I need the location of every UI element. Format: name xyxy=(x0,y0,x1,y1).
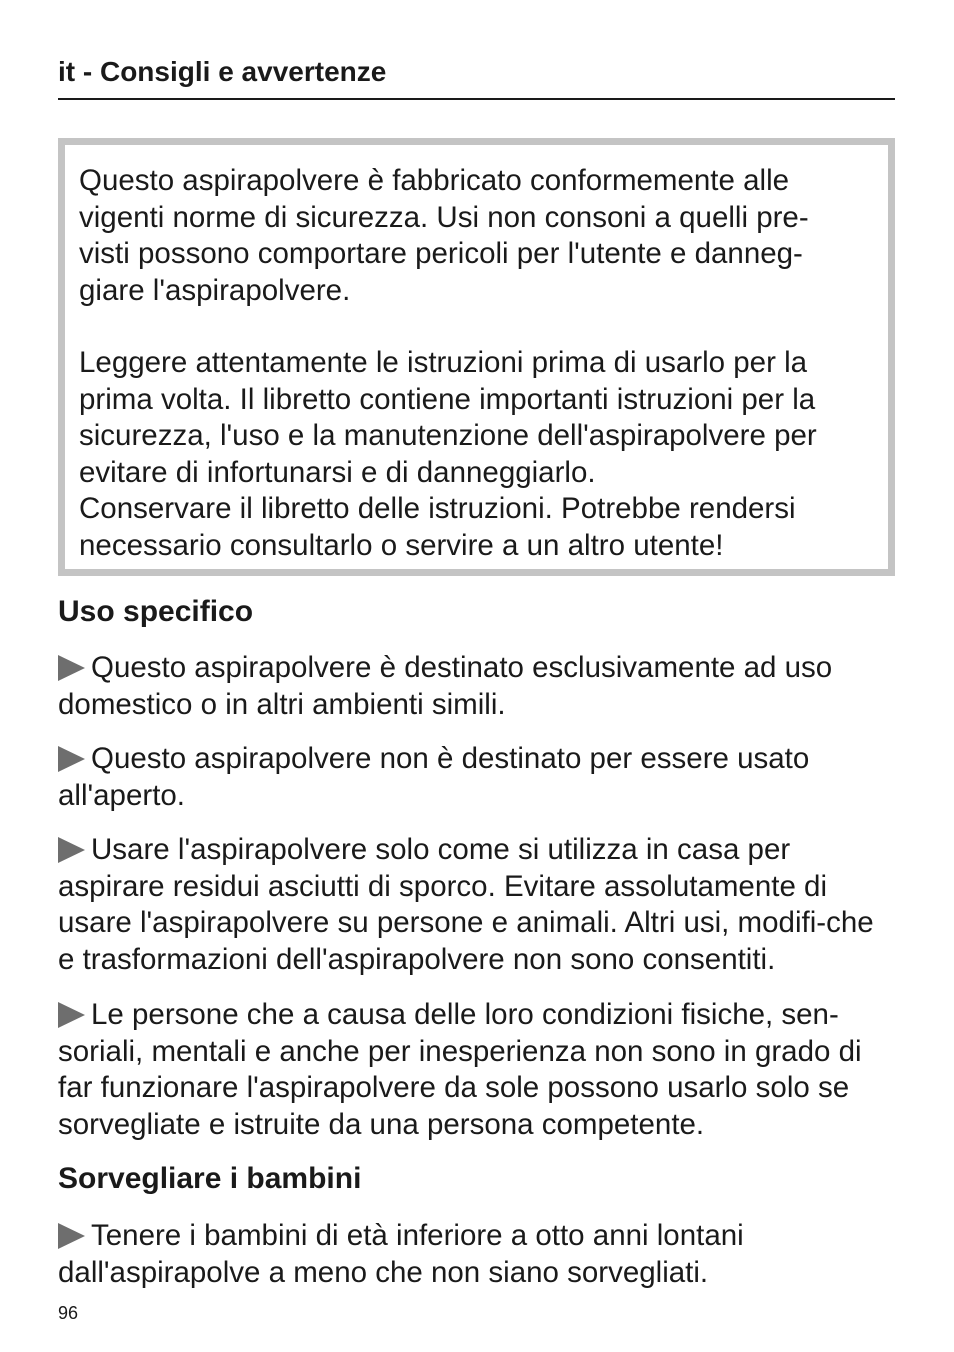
triangle-bullet-icon xyxy=(58,655,85,681)
bullet-item xyxy=(58,1218,895,1291)
bullet-text: Questo aspirapolvere non è destinato per essere usato all'aperto. xyxy=(58,742,810,812)
triangle-bullet-icon xyxy=(58,1223,85,1249)
triangle-bullet-icon xyxy=(58,837,85,863)
triangle-bullet-icon xyxy=(58,1002,85,1028)
running-header: it - Consigli e avvertenze xyxy=(58,56,895,100)
page-number: 96 xyxy=(58,1303,79,1323)
bullet-item xyxy=(58,832,895,978)
bullet-text: Usare l'aspirapolvere solo come si utilizza in casa per aspirare residui asciutti di sporco. Evitare assolutamente di usare l'aspirapolvere su persone e animali. Altri usi, modifi-che e trasformazioni dell'aspirapolvere non sono consentiti. xyxy=(58,833,874,976)
bullet-text: Tenere i bambini di età inferiore a otto anni lontani dall'aspirapolve a meno che non siano sorvegliati. xyxy=(58,1219,744,1289)
warning-paragraph: Questo aspirapolvere è fabbricato conformemente alle vigenti norme di sicurezza. Usi non consoni a quelli pre- visti possono comportare pericoli per l'utente e danneg- giare l'aspirapolvere. xyxy=(79,164,809,307)
bullet-item xyxy=(58,650,895,723)
bullet-item xyxy=(58,997,895,1143)
section-title-sorvegliare-bambini: Sorvegliare i bambini xyxy=(58,1162,362,1195)
manual-page xyxy=(58,0,895,1352)
bullet-text: Le persone che a causa delle loro condizioni fisiche, sen-soriali, mentali e anche per inesperienza non sono in grado di far funzionare l'aspirapolvere da sole possono usarlo solo se sorvegliate e istruite da una persona competente. xyxy=(58,998,862,1141)
section-title-uso-specifico: Uso specifico xyxy=(58,595,254,628)
bullet-item xyxy=(58,741,895,814)
safety-warning-box xyxy=(58,138,895,576)
warning-paragraph: Leggere attentamente le istruzioni prima di usarlo per la prima volta. Il libretto contiene importanti istruzioni per la sicurezza, l'uso e la manutenzione dell'aspirapolvere per evitare di infortunarsi e di danneggiarlo. Conservare il libretto delle istruzioni. Potrebbe rendersi necessario consultarlo o servire a un altro utente! xyxy=(79,346,817,562)
triangle-bullet-icon xyxy=(58,746,85,772)
bullet-text: Questo aspirapolvere è destinato esclusivamente ad uso domestico o in altri ambienti simili. xyxy=(58,651,833,721)
